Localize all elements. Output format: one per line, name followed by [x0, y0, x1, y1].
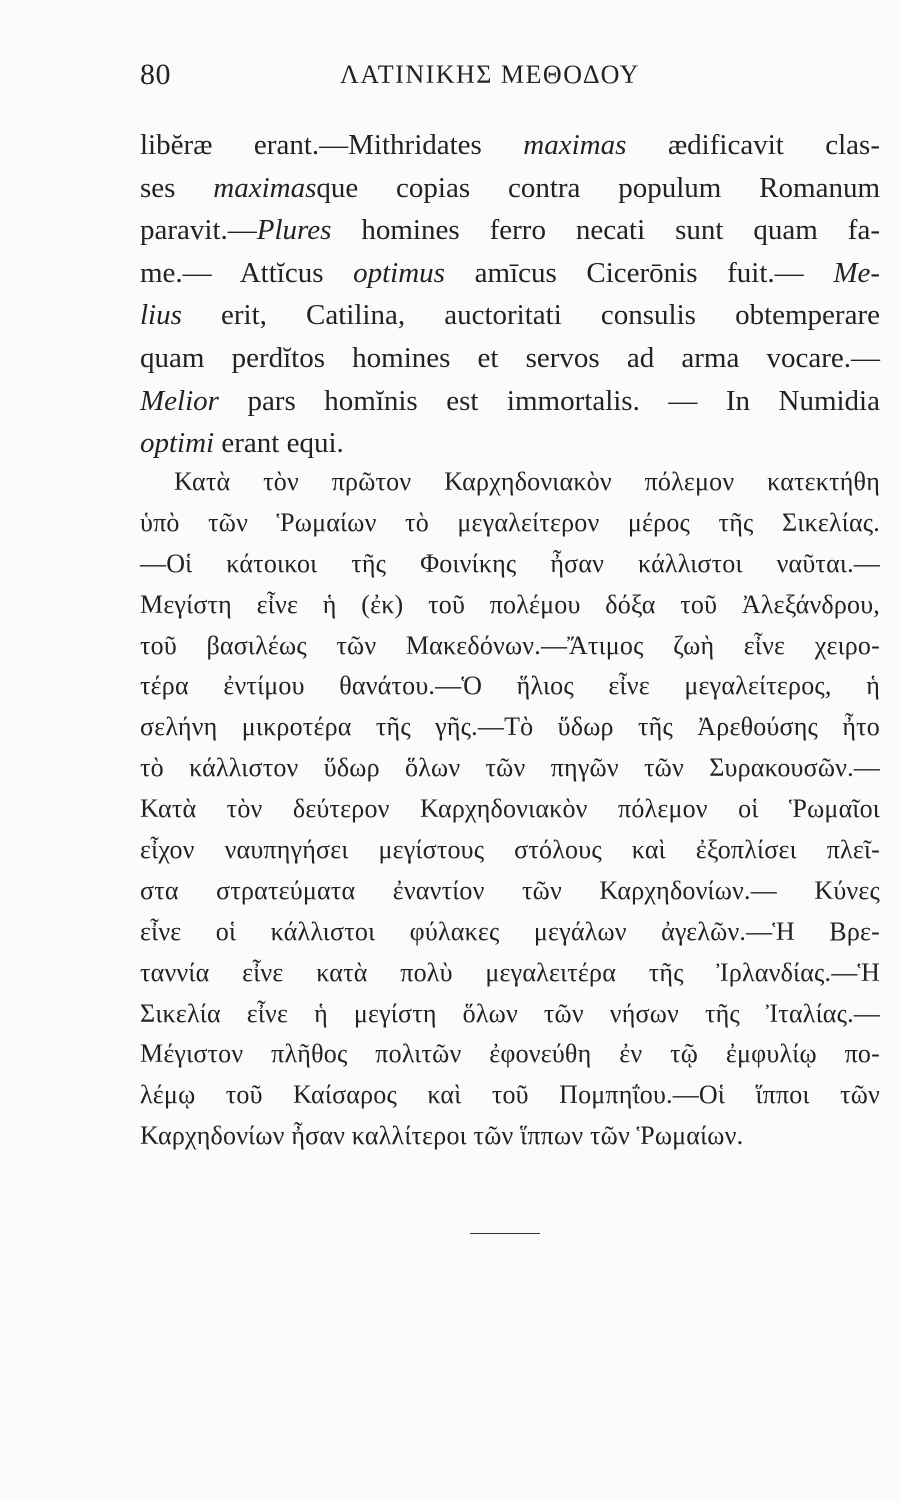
greek-exercise-text — [140, 462, 880, 1157]
italic-word: maximas — [523, 129, 627, 161]
italic-word: Plures — [256, 214, 332, 247]
latin-text-line — [140, 294, 880, 337]
running-title: ΛΑΤΙΝΙΚΗΣ ΜΕΘΟΔΟΥ — [340, 60, 640, 89]
greek-text-line: σελήνη μικροτέρα τῆς γῆς.—Τὸ ὕδωρ τῆς Ἀρεθούσης ἦτο — [140, 712, 880, 742]
text-run: libĕræ erant.—Mithridates — [140, 129, 524, 161]
italic-word: Me- — [833, 256, 880, 289]
greek-text-line: λέμῳ τοῦ Καίσαρος καὶ τοῦ Πομπηΐου.—Οἱ ἵπποι τῶν — [140, 1080, 880, 1110]
text-run: amīcus Cicerōnis fuit.— — [444, 256, 834, 289]
latin-text-line — [140, 167, 880, 210]
greek-text-line: Μέγιστον πλῆθος πολιτῶν ἐφονεύθη ἐν τῷ ἐμφυλίῳ πο- — [140, 1039, 880, 1069]
italic-word: maximas — [213, 171, 317, 204]
text-run: ædificavit clas- — [626, 129, 880, 161]
latin-text-line — [140, 337, 880, 380]
greek-text-line: ὑπὸ τῶν Ῥωμαίων τὸ μεγαλείτερον μέρος τῆς Σικελίας. — [140, 507, 880, 537]
greek-text-line: εἶχον ναυπηγήσει μεγίστους στόλους καὶ ἐξοπλίσει πλεῖ- — [140, 835, 880, 865]
latin-exercise-text — [140, 124, 880, 465]
latin-text-line — [140, 422, 880, 465]
text-run: quam perdĭtos homines et servos ad arma vocare.— — [140, 341, 880, 374]
greek-text-line: ταννία εἶνε κατὰ πολὺ μεγαλειτέρα τῆς Ἰρλανδίας.—Ἡ — [140, 957, 880, 987]
text-run: homines ferro necati sunt quam fa- — [331, 214, 880, 247]
greek-text-line: τοῦ βασιλέως τῶν Μακεδόνων.—Ἄτιμος ζωὴ εἶνε χειρο- — [140, 630, 880, 660]
greek-text-line: Καρχηδονίων ἦσαν καλλίτεροι τῶν ἵππων τῶν Ῥωμαίων. — [140, 1121, 744, 1151]
page-number: 80 — [140, 58, 171, 91]
text-run: que copias contra populum Romanum — [316, 171, 880, 204]
text-run: me.— Attĭcus — [140, 256, 354, 289]
greek-text-line: Μεγίστη εἶνε ἡ (ἐκ) τοῦ πολέμου δόξα τοῦ Ἀλεξάνδρου, — [140, 589, 880, 619]
italic-word: lius — [140, 299, 182, 332]
latin-text-line — [140, 124, 880, 167]
greek-text-line: —Οἱ κάτοικοι τῆς Φοινίκης ἦσαν κάλλιστοι ναῦται.— — [140, 548, 880, 578]
greek-text-line: Σικελία εἶνε ἡ μεγίστη ὅλων τῶν νήσων τῆς Ἰταλίας.— — [140, 998, 880, 1028]
italic-word: optimi — [140, 427, 215, 460]
page-header — [140, 58, 880, 102]
greek-text-line: εἶνε οἱ κάλλιστοι φύλακες μεγάλων ἀγελῶν.—Ἡ Βρε- — [140, 916, 880, 946]
greek-text-line: Κατὰ τὸν πρῶτον Καρχηδονιακὸν πόλεμον κατεκτήθη — [174, 467, 880, 496]
italic-word: Melior — [140, 384, 219, 417]
greek-text-line: τέρα ἐντίμου θανάτου.—Ὁ ἥλιος εἶνε μεγαλείτερος, ἡ — [140, 671, 880, 701]
italic-word: optimus — [353, 256, 445, 289]
text-run: pars homĭnis est immortalis. — In Numidia — [218, 384, 880, 417]
text-run: paravit.— — [140, 214, 257, 247]
latin-text-line — [140, 209, 880, 252]
latin-text-line — [140, 252, 880, 295]
greek-text-line: στα στρατεύματα ἐναντίον τῶν Καρχηδονίων.— Κύνες — [140, 875, 880, 905]
text-run: erant equi. — [214, 427, 344, 460]
text-run: erit, Catilina, auctoritati consulis obtemperare — [181, 299, 880, 332]
greek-text-line: τὸ κάλλιστον ὕδωρ ὅλων τῶν πηγῶν τῶν Συρακουσῶν.— — [140, 753, 880, 783]
text-run: ses — [140, 171, 214, 204]
latin-text-line — [140, 380, 880, 423]
section-divider-rule — [470, 1233, 540, 1234]
greek-text-line: Κατὰ τὸν δεύτερον Καρχηδονιακὸν πόλεμον οἱ Ῥωμαῖοι — [140, 794, 880, 824]
